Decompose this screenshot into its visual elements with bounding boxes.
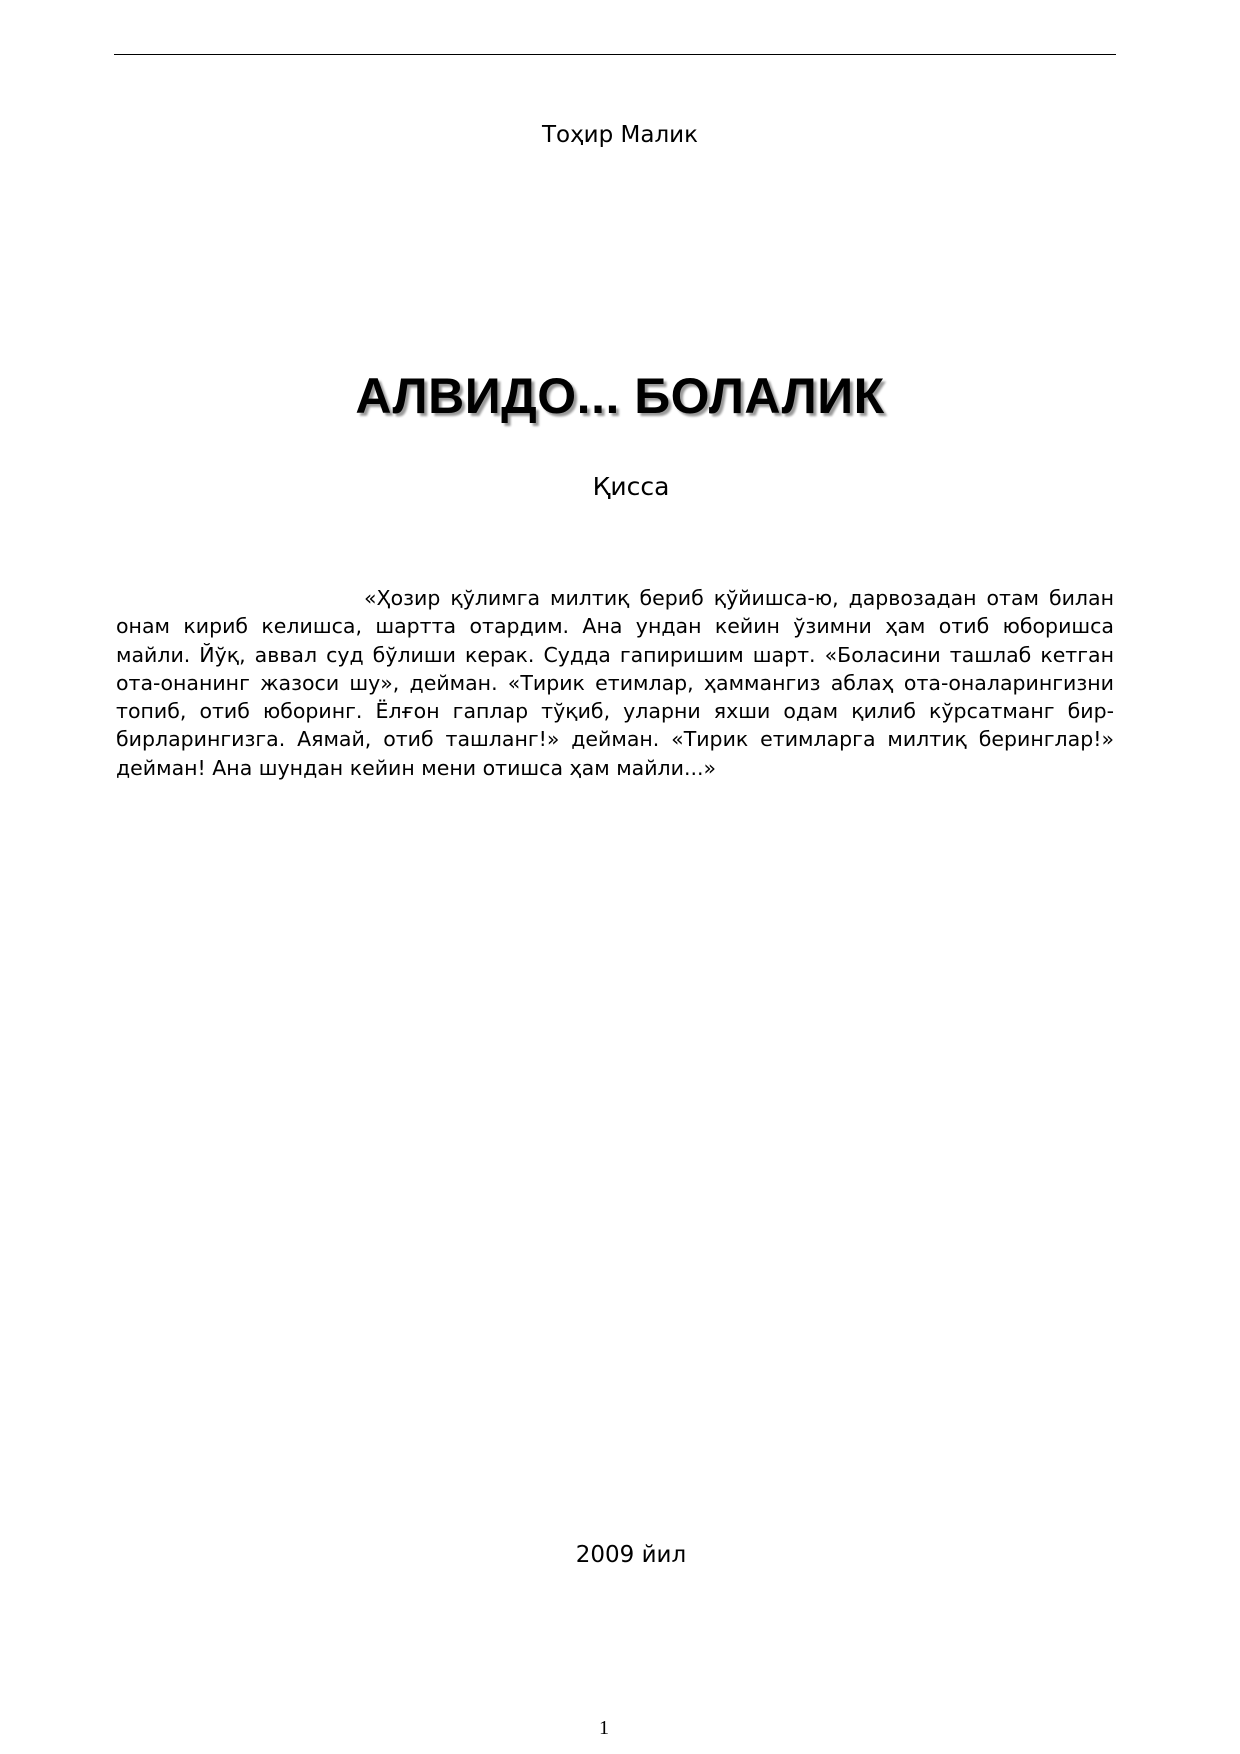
header-rule xyxy=(114,54,1116,55)
author-name: Тоҳир Малик xyxy=(541,122,699,148)
page-number: 1 xyxy=(599,1717,609,1739)
publication-year: 2009 йил xyxy=(575,1542,687,1568)
genre-label: Қисса xyxy=(592,472,670,501)
epigraph-paragraph: «Ҳозир қўлимга милтиқ бериб қўйишса-ю, дарвозадан отам билан онам кириб келишса, шартта отардим. Ана ундан кейин ўзимни ҳам отиб юборишса майли. Йўқ, аввал суд бўлиши керак. Судда гапиришим шарт. «Боласини ташлаб кетган ота-онанинг жазоси шу», дейман. «Тирик етимлар, ҳаммангиз аблаҳ ота-оналарингизни топиб, отиб юборинг. Ёлғон гаплар тўқиб, уларни яхши одам қилиб кўрсатманг бир-бирларингизга. Аямай, отиб ташланг!» дейман. «Тирик етимларга милтиқ беринглар!» дейман! Ана шундан кейин мени отишса ҳам майли...» xyxy=(116,586,1114,780)
book-title: АЛВИДО... БОЛАЛИК xyxy=(355,368,885,424)
